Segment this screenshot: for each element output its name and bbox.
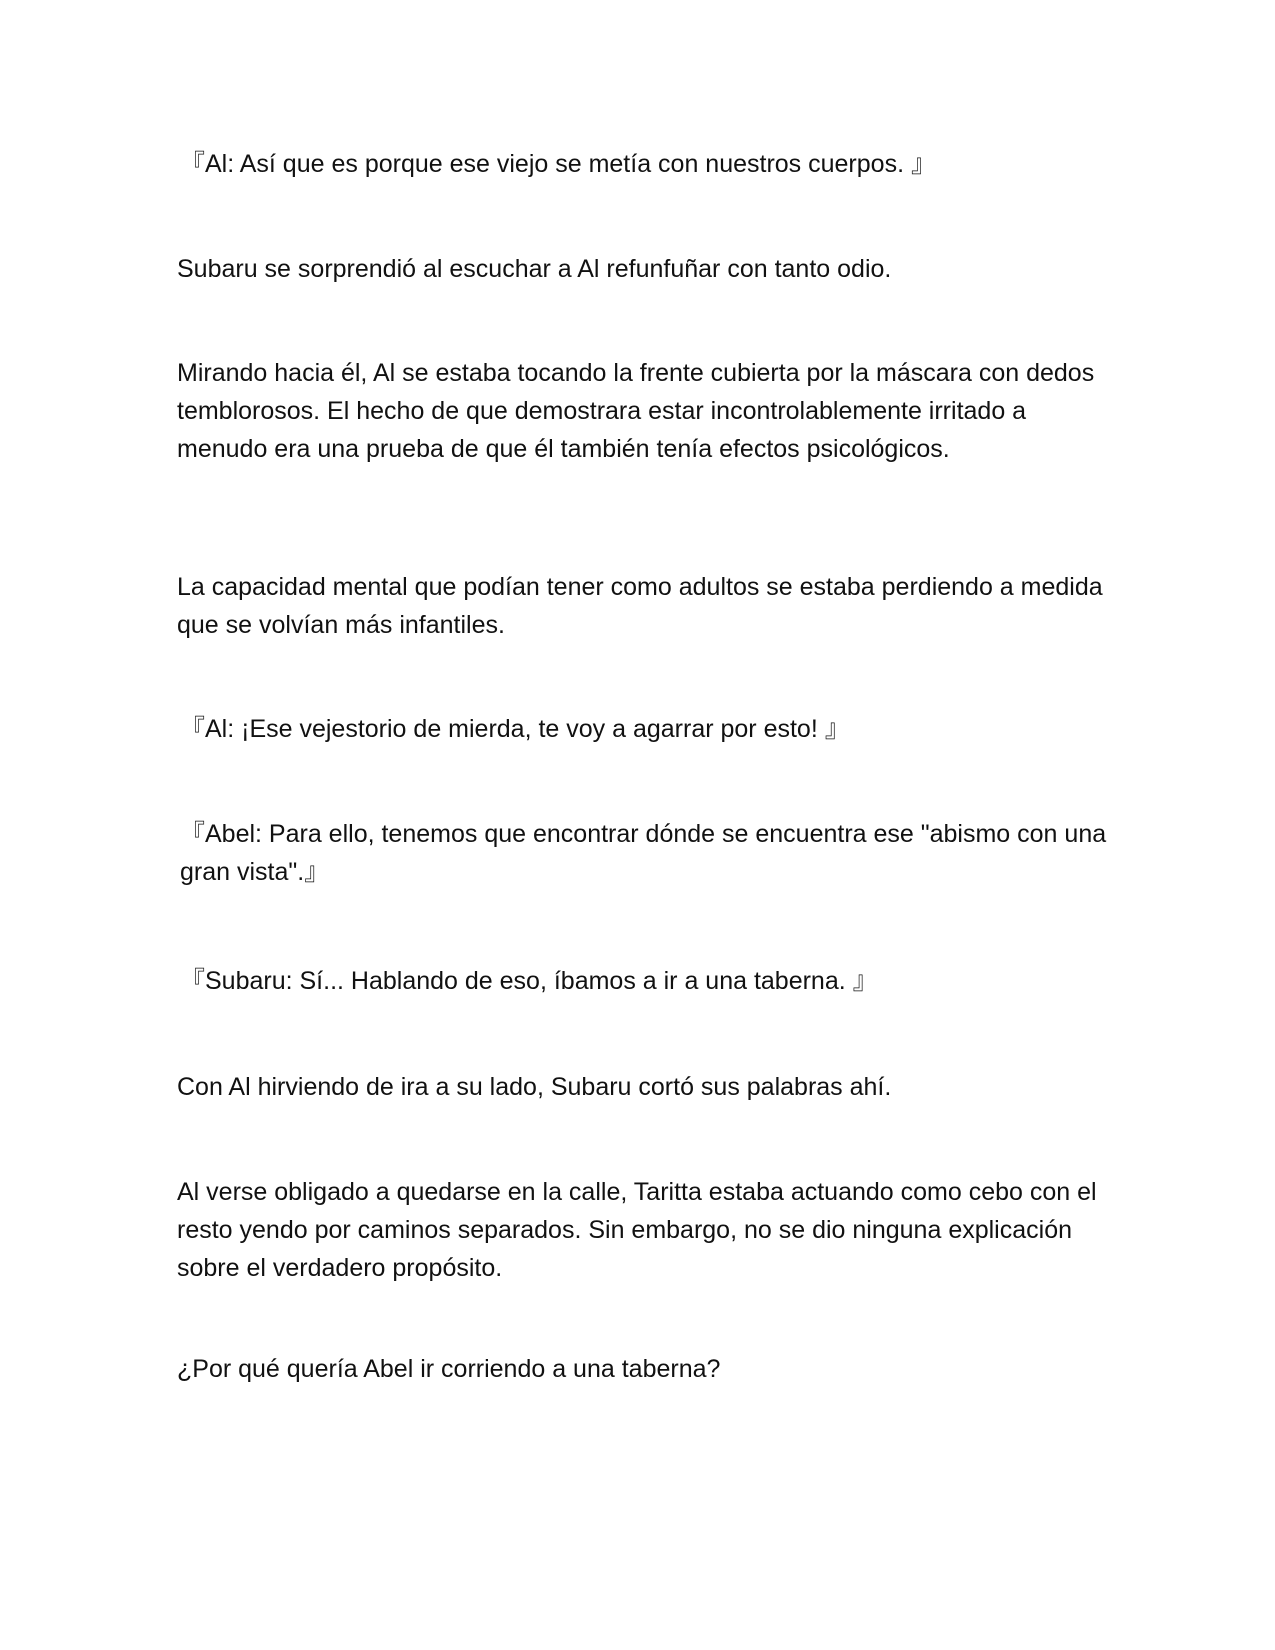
dialogue-al-2: 『Al: ¡Ese vejestorio de mierda, te voy a agarrar por esto! 』 <box>180 715 850 743</box>
paragraph-6: ¿Por qué quería Abel ir corriendo a una taberna? <box>177 1355 721 1383</box>
paragraph-1: Subaru se sorprendió al escuchar a Al refunfuñar con tanto odio. <box>177 255 892 283</box>
paragraph-5: Al verse obligado a quedarse en la calle, Taritta estaba actuando como cebo con el resto yendo por caminos separados. Sin embargo, no se dio ninguna explicación sobre el verdadero propósito. <box>177 1178 1097 1282</box>
paragraph-2: Mirando hacia él, Al se estaba tocando la frente cubierta por la máscara con dedos temblorosos. El hecho de que demostrara estar incontrolablemente irritado a menudo era una prueba de que él también tenía efectos psicológicos. <box>177 359 1095 463</box>
dialogue-al-1: 『Al: Así que es porque ese viejo se metía con nuestros cuerpos. 』 <box>180 150 936 178</box>
paragraph-3: La capacidad mental que podían tener como adultos se estaba perdiendo a medida que se volvían más infantiles. <box>177 573 1103 639</box>
paragraph-4: Con Al hirviendo de ira a su lado, Subaru cortó sus palabras ahí. <box>177 1073 892 1101</box>
dialogue-subaru: 『Subaru: Sí... Hablando de eso, íbamos a ir a una taberna. 』 <box>180 967 878 995</box>
dialogue-abel: 『Abel: Para ello, tenemos que encontrar dónde se encuentra ese "abismo con una gran vista".』 <box>180 820 1107 886</box>
